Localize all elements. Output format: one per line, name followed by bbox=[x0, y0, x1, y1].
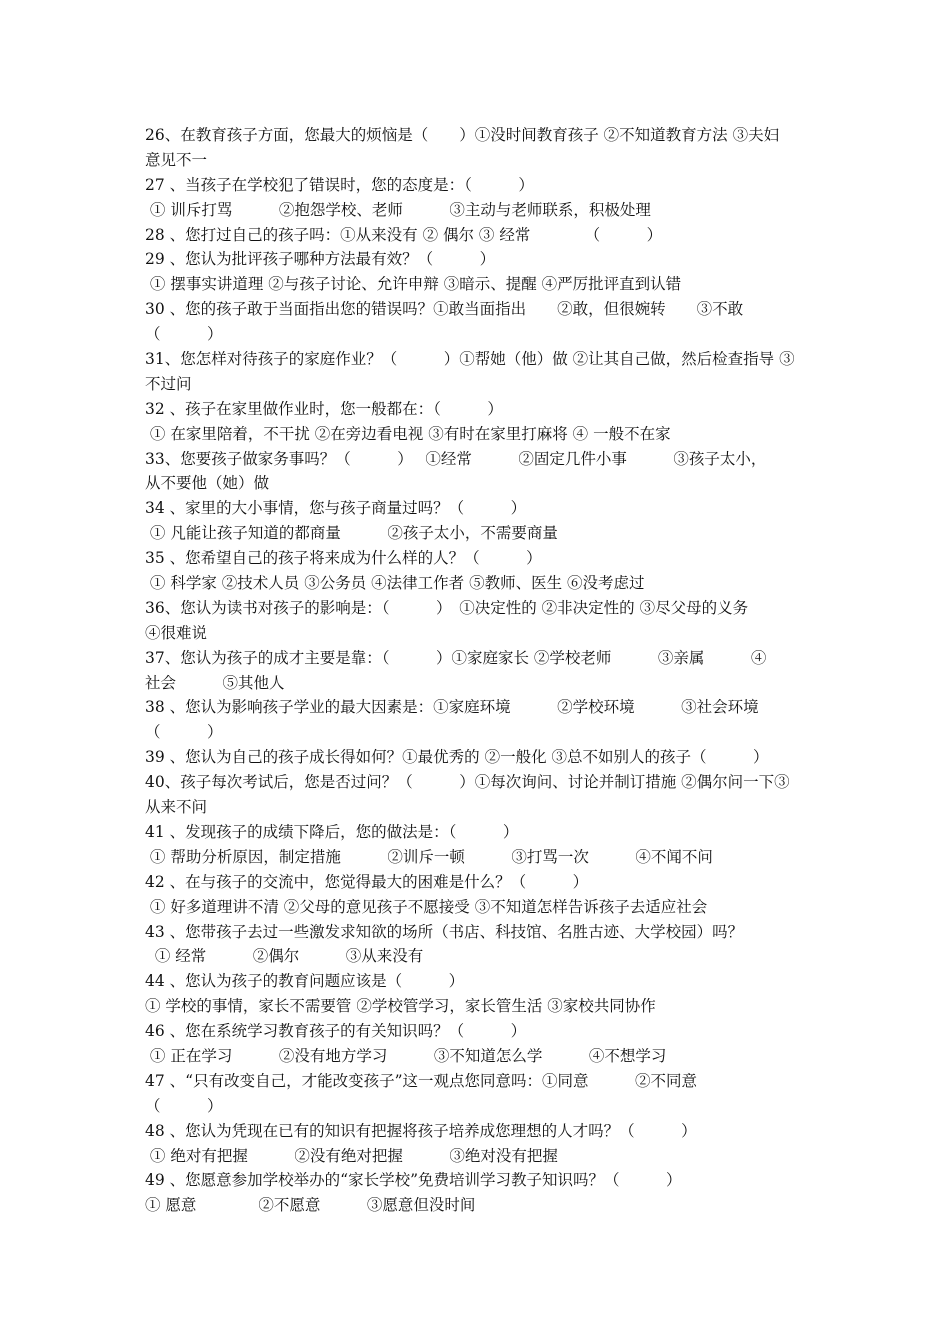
text-line: 49 、您愿意参加学校举办的“家长学校”免费培训学习教子知识吗？（ ） bbox=[145, 1171, 682, 1190]
text-line: 39 、您认为自己的孩子成长得如何？①最优秀的 ②一般化 ③总不如别人的孩子（ ） bbox=[145, 748, 769, 767]
text-line: 43 、您带孩子去过一些激发求知欲的场所（书店、科技馆、名胜古迹、大学校园）吗？ bbox=[145, 922, 744, 941]
text-line: 27 、当孩子在学校犯了错误时，您的态度是：（ ） bbox=[145, 175, 534, 194]
questionnaire-body bbox=[145, 123, 815, 1218]
text-line: 28 、您打过自己的孩子吗：①从来没有 ② 偶尔 ③ 经常 （ ） bbox=[145, 225, 663, 244]
text-line: ① 绝对有把握 ②没有绝对把握 ③绝对没有把握 bbox=[145, 1146, 558, 1165]
text-line: ① 愿意 ②不愿意 ③愿意但没时间 bbox=[145, 1196, 476, 1215]
text-line: ① 摆事实讲道理 ②与孩子讨论、允许申辩 ③暗示、提醒 ④严厉批评直到认错 bbox=[145, 275, 682, 294]
text-line: 37、您认为孩子的成才主要是靠：（ ）①家庭家长 ②学校老师 ③亲属 ④ bbox=[145, 648, 767, 667]
text-line: ① 科学家 ②技术人员 ③公务员 ④法律工作者 ⑤教师、医生 ⑥没考虑过 bbox=[145, 574, 645, 593]
text-line: 35 、您希望自己的孩子将来成为什么样的人？（ ） bbox=[145, 549, 542, 568]
text-line: 44 、您认为孩子的教育问题应该是（ ） bbox=[145, 972, 465, 991]
text-line: 47 、“只有改变自己，才能改变孩子”这一观点您同意吗：①同意 ②不同意 bbox=[145, 1071, 698, 1090]
text-line: ① 正在学习 ②没有地方学习 ③不知道怎么学 ④不想学习 bbox=[145, 1046, 667, 1065]
text-line: 不过问 bbox=[145, 374, 192, 393]
text-line: ① 训斥打骂 ②抱怨学校、老师 ③主动与老师联系，积极处理 bbox=[145, 200, 651, 219]
text-line: 从不要他（她）做 bbox=[145, 474, 270, 493]
text-line: 42 、在与孩子的交流中，您觉得最大的困难是什么？（ ） bbox=[145, 872, 589, 891]
text-line: 30 、您的孩子敢于当面指出您的错误吗？①敢当面指出 ②敢，但很婉转 ③不敢 bbox=[145, 300, 744, 319]
text-line: （ ） bbox=[145, 325, 223, 344]
text-line: 46 、您在系统学习教育孩子的有关知识吗？（ ） bbox=[145, 1022, 527, 1041]
text-line: 48 、您认为凭现在已有的知识有把握将孩子培养成您理想的人才吗？（ ） bbox=[145, 1121, 697, 1140]
text-line: 29 、您认为批评孩子哪种方法最有效？（ ） bbox=[145, 250, 496, 269]
text-line: 36、您认为读书对孩子的影响是：（ ） ①决定性的 ②非决定性的 ③尽父母的义务 bbox=[145, 598, 749, 617]
text-line: ① 好多道理讲不清 ②父母的意见孩子不愿接受 ③不知道怎样告诉孩子去适应社会 bbox=[145, 897, 708, 916]
text-line: 31、您怎样对待孩子的家庭作业？（ ）①帮她（他）做 ②让其自己做，然后检查指导 ③ bbox=[145, 350, 795, 369]
text-line: ① 经常 ②偶尔 ③从来没有 bbox=[145, 947, 424, 966]
text-line: ④很难说 bbox=[145, 623, 208, 642]
text-line: （ ） bbox=[145, 723, 223, 742]
text-line: 34 、家里的大小事情，您与孩子商量过吗？（ ） bbox=[145, 499, 527, 518]
text-line: 26、在教育孩子方面，您最大的烦恼是（ ）①没时间教育孩子 ②不知道教育方法 ③夫妇 bbox=[145, 126, 780, 144]
text-line: ① 学校的事情，家长不需要管 ②学校管学习，家长管生活 ③家校共同协作 bbox=[145, 997, 656, 1016]
text-line: ① 凡能让孩子知道的都商量 ②孩子太小，不需要商量 bbox=[145, 524, 558, 543]
text-line: 40、孩子每次考试后，您是否过问？（ ）①每次询问、讨论并制订措施 ②偶尔问一下③ bbox=[145, 773, 790, 792]
text-line: （ ） bbox=[145, 1096, 223, 1115]
text-line: 32 、孩子在家里做作业时，您一般都在：（ ） bbox=[145, 399, 503, 418]
text-line: 从来不问 bbox=[145, 798, 208, 817]
text-line: 意见不一 bbox=[145, 150, 208, 169]
text-line: 41 、发现孩子的成绩下降后，您的做法是：（ ） bbox=[145, 822, 519, 841]
text-line: 社会 ⑤其他人 bbox=[145, 673, 285, 692]
text-line: ① 帮助分析原因，制定措施 ②训斥一顿 ③打骂一次 ④不闻不问 bbox=[145, 847, 713, 866]
text-line: 38 、您认为影响孩子学业的最大因素是：①家庭环境 ②学校环境 ③社会环境 bbox=[145, 698, 759, 717]
text-line: 33、您要孩子做家务事吗？（ ） ①经常 ②固定几件小事 ③孩子太小， bbox=[145, 449, 767, 468]
text-line: ① 在家里陪着，不干扰 ②在旁边看电视 ③有时在家里打麻将 ④ 一般不在家 bbox=[145, 424, 671, 443]
